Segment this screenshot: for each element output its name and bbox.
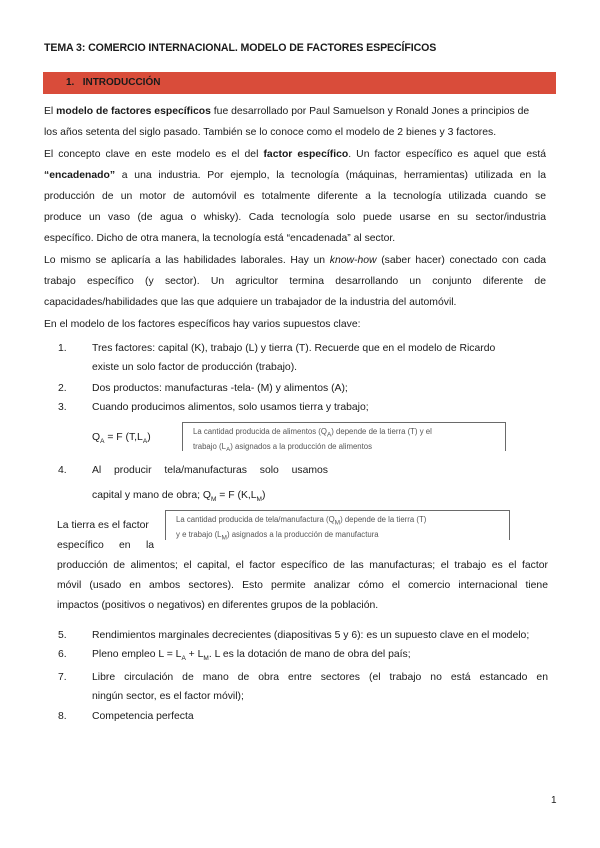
list-item-number: 2. bbox=[58, 383, 67, 394]
list-item-number: 6. bbox=[58, 649, 67, 660]
p2-line3: producción de un motor de automóvil es totalmente diferente a la tecnología utilizada cuando se bbox=[44, 191, 546, 202]
p2-line2: “encadenado” a una industria. Por ejemplo, la tecnología (máquinas, herramientas) utilizada en la bbox=[44, 170, 546, 181]
list-item-number: 4. bbox=[58, 465, 67, 476]
page-title: TEMA 3: COMERCIO INTERNACIONAL. MODELO DE FACTORES ESPECÍFICOS bbox=[44, 42, 437, 54]
list-item-text: Competencia perfecta bbox=[92, 711, 194, 722]
list-item-text: ningún sector, es el factor móvil); bbox=[92, 691, 244, 702]
note-box-alimentos bbox=[182, 422, 506, 451]
list-item-number: 1. bbox=[58, 343, 67, 354]
section-number: 1. bbox=[66, 77, 75, 88]
list-item-text: Dos productos: manufacturas -tela- (M) y alimentos (A); bbox=[92, 383, 348, 394]
p1-line2: los años setenta del siglo pasado. También se lo conoce como el modelo de 2 bienes y 3 factores. bbox=[44, 127, 497, 138]
list-item-text: existe un solo factor de producción (trabajo). bbox=[92, 362, 298, 373]
p5-line2b: en bbox=[119, 540, 131, 551]
p3-line2: trabajo específico (y sector). Un agricultor termina desarrollando un conjunto diferente de bbox=[44, 276, 546, 287]
list-item-text: Libre circulación de mano de obra entre sectores (el trabajo no está estancado en bbox=[92, 672, 548, 683]
p5-line4: móvil (usado en ambos sectores). Esto permite analizar cómo el comercio internacional tiene bbox=[57, 580, 548, 591]
note-box-line: y e trabajo $(L_M)$ asignados a la producción de manufactura bbox=[176, 529, 379, 540]
note-box-manufacturas bbox=[165, 510, 510, 540]
note-box-line: trabajo $(L_A)$ asignados a la producción de alimentos bbox=[193, 441, 373, 451]
list-item-text: Tres factores: capital (K), trabajo (L) y tierra (T). Recuerde que en el modelo de Ricardo bbox=[92, 343, 496, 354]
p5-line5: impactos (positivos o negativos) en diferentes grupos de la población. bbox=[57, 600, 379, 611]
note-box-line: La cantidad producida de alimentos $(Q_A)$ depende de la tierra (T) y el bbox=[193, 427, 432, 439]
section-label: INTRODUCCIÓN bbox=[82, 77, 161, 88]
p5-line2c: la bbox=[146, 540, 155, 551]
list-item-number: 7. bbox=[58, 672, 67, 683]
list-item-number: 5. bbox=[58, 630, 67, 641]
note-box-line: La cantidad producida de tela/manufactura $(Q_M)$ depende de la tierra (T) bbox=[176, 515, 427, 527]
p3-line1: Lo mismo se aplicaría a las habilidades laborales. Hay un know-how (saber hacer) conectado con cada bbox=[44, 255, 547, 266]
p5-line1: La tierra es el factor bbox=[57, 520, 149, 531]
list-item-text: Cuando producimos alimentos, solo usamos tierra y trabajo; bbox=[92, 402, 369, 413]
p3-line3: capacidades/habilidades que las que adquiere un trabajador de la industria del automóvil. bbox=[44, 297, 457, 308]
list-item-number: 3. bbox=[58, 402, 67, 413]
p5-line3: producción de alimentos; el capital, el factor específico de las manufacturas; el trabajo es el factor bbox=[57, 560, 548, 571]
formula-manufacturas: capital y mano de obra; $Q_M = F$ $(K,L_M)$ bbox=[92, 490, 266, 504]
list-item-text: Al producir tela/manufacturas solo usamos bbox=[92, 465, 328, 476]
p2-line4: produce un vaso (de agua o whisky). Cada tecnología solo puede usarse en su sector/industria bbox=[44, 212, 546, 223]
p2-line5: específico. Dicho de otra manera, la tecnología está “encadenada” al sector. bbox=[44, 233, 396, 244]
list-item-text: Rendimientos marginales decrecientes (diapositivas 5 y 6): es un supuesto clave en el modelo; bbox=[92, 630, 530, 641]
p2-line1: El concepto clave en este modelo es el del factor específico. Un factor específico es aquel que está bbox=[44, 149, 547, 160]
p5-line2a: específico bbox=[57, 540, 104, 551]
list-item-number: 8. bbox=[58, 711, 67, 722]
p1-line1: El modelo de factores específicos fue desarrollado por Paul Samuelson y Ronald Jones a principios de bbox=[44, 106, 530, 117]
p4-line: En el modelo de los factores específicos hay varios supuestos clave: bbox=[44, 319, 361, 330]
formula-alimentos: $Q_A = F$ $(T,L_A)$ bbox=[92, 432, 151, 446]
list-item-text: Pleno empleo $L = L_A + L_M$. L es la dotación de mano de obra del país; bbox=[92, 649, 411, 663]
section-heading bbox=[66, 73, 160, 93]
page-number: 1 bbox=[551, 795, 557, 806]
